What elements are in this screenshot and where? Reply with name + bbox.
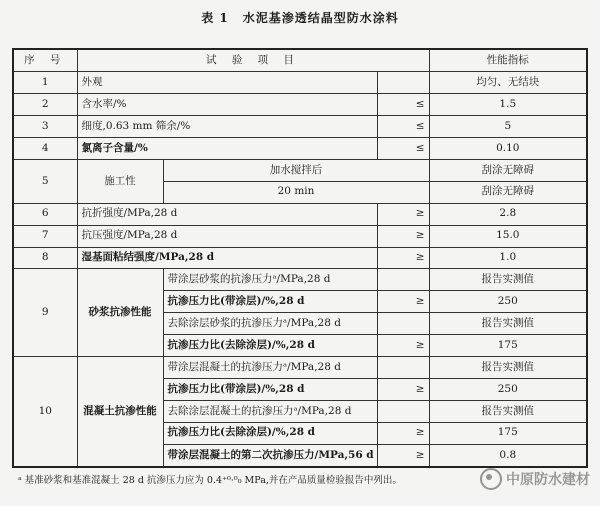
row-value: 5	[429, 116, 587, 138]
row-relation: ≥	[377, 291, 429, 313]
row-value: 175	[429, 422, 587, 444]
row-value: 250	[429, 378, 587, 400]
row-no: 6	[13, 203, 77, 225]
table-row	[13, 357, 587, 379]
row-relation: ≤	[377, 137, 429, 159]
row-relation	[377, 313, 429, 335]
spec-table	[12, 48, 588, 468]
row-value: 2.8	[429, 203, 587, 225]
table-row	[13, 203, 587, 225]
row-sub-item: 加水搅拌后	[163, 159, 429, 181]
row-no: 1	[13, 72, 77, 94]
row-value: 15.0	[429, 225, 587, 247]
row-sub-item: 抗渗压力比(带涂层)/%,28 d	[163, 378, 377, 400]
footnote: ᵃ 基准砂浆和基准混凝土 28 d 抗渗压力应为 0.4⁺⁰·⁰₀ MPa,并在产品质量检验报告中列出。	[18, 475, 402, 486]
row-sub-item: 20 min	[163, 181, 429, 203]
row-value: 均匀、无结块	[429, 72, 587, 94]
row-value: 0.10	[429, 137, 587, 159]
table-title	[0, 9, 600, 26]
row-item: 湿基面粘结强度/MPa,28 d	[77, 247, 377, 269]
row-value: 1.5	[429, 94, 587, 116]
row-value: 1.0	[429, 247, 587, 269]
row-sub-item: 带涂层砂浆的抗渗压力ᵃ/MPa,28 d	[163, 269, 377, 291]
row-item: 抗折强度/MPa,28 d	[77, 203, 377, 225]
row-relation: ≥	[377, 203, 429, 225]
row-sub-item: 抗渗压力比(去除涂层)/%,28 d	[163, 335, 377, 357]
row-group: 施工性	[77, 159, 163, 203]
row-item: 含水率/%	[77, 94, 377, 116]
logo-icon	[480, 468, 502, 490]
row-sub-item: 抗渗压力比(带涂层)/%,28 d	[163, 291, 377, 313]
row-value: 报告实测值	[429, 400, 587, 422]
row-value: 175	[429, 335, 587, 357]
table-row	[13, 269, 587, 291]
row-item: 外观	[77, 72, 377, 94]
row-no: 2	[13, 94, 77, 116]
row-relation	[377, 400, 429, 422]
row-group: 混凝土抗渗性能	[77, 357, 163, 467]
row-relation	[377, 269, 429, 291]
table-title-text: 水泥基渗透结晶型防水涂料	[242, 11, 399, 25]
row-relation: ≥	[377, 422, 429, 444]
table-row	[13, 116, 587, 138]
row-no: 9	[13, 269, 77, 357]
table-row	[13, 159, 587, 181]
row-value: 250	[429, 291, 587, 313]
row-value: 报告实测值	[429, 313, 587, 335]
row-no: 3	[13, 116, 77, 138]
table-row	[13, 247, 587, 269]
row-relation: ≥	[377, 225, 429, 247]
watermark-text: 中原防水建材	[506, 472, 590, 488]
row-relation: ≥	[377, 444, 429, 467]
row-item: 氯离子含量/%	[77, 137, 377, 159]
table-number: 表 1	[201, 11, 229, 25]
row-sub-item: 带涂层混凝土的第二次抗渗压力/MPa,56 d	[163, 444, 377, 467]
row-value: 0.8	[429, 444, 587, 467]
row-relation	[377, 357, 429, 379]
row-no: 4	[13, 137, 77, 159]
row-value: 刮涂无障碍	[429, 159, 587, 181]
row-sub-item: 抗渗压力比(去除涂层)/%,28 d	[163, 422, 377, 444]
header-index: 性能指标	[429, 49, 587, 72]
watermark	[480, 468, 590, 490]
table-row	[13, 94, 587, 116]
row-sub-item: 去除涂层砂浆的抗渗压力ᵃ/MPa,28 d	[163, 313, 377, 335]
table-row	[13, 72, 587, 94]
row-value: 刮涂无障碍	[429, 181, 587, 203]
row-relation: ≤	[377, 94, 429, 116]
row-relation: ≥	[377, 247, 429, 269]
row-no: 7	[13, 225, 77, 247]
row-relation: ≥	[377, 378, 429, 400]
row-sub-item: 去除涂层混凝土的抗渗压力ᵃ/MPa,28 d	[163, 400, 377, 422]
row-no: 8	[13, 247, 77, 269]
row-item: 抗压强度/MPa,28 d	[77, 225, 377, 247]
table-row	[13, 225, 587, 247]
row-sub-item: 带涂层混凝土的抗渗压力ᵃ/MPa,28 d	[163, 357, 377, 379]
row-no: 5	[13, 159, 77, 203]
row-value: 报告实测值	[429, 269, 587, 291]
table-row	[13, 137, 587, 159]
row-relation: ≤	[377, 116, 429, 138]
row-value: 报告实测值	[429, 357, 587, 379]
row-group: 砂浆抗渗性能	[77, 269, 163, 357]
row-relation	[377, 72, 429, 94]
header-no: 序 号	[13, 49, 77, 72]
header-row	[13, 49, 587, 72]
row-item: 细度,0.63 mm 筛余/%	[77, 116, 377, 138]
row-relation: ≥	[377, 335, 429, 357]
header-item: 试 验 项 目	[77, 49, 429, 72]
row-no: 10	[13, 357, 77, 467]
